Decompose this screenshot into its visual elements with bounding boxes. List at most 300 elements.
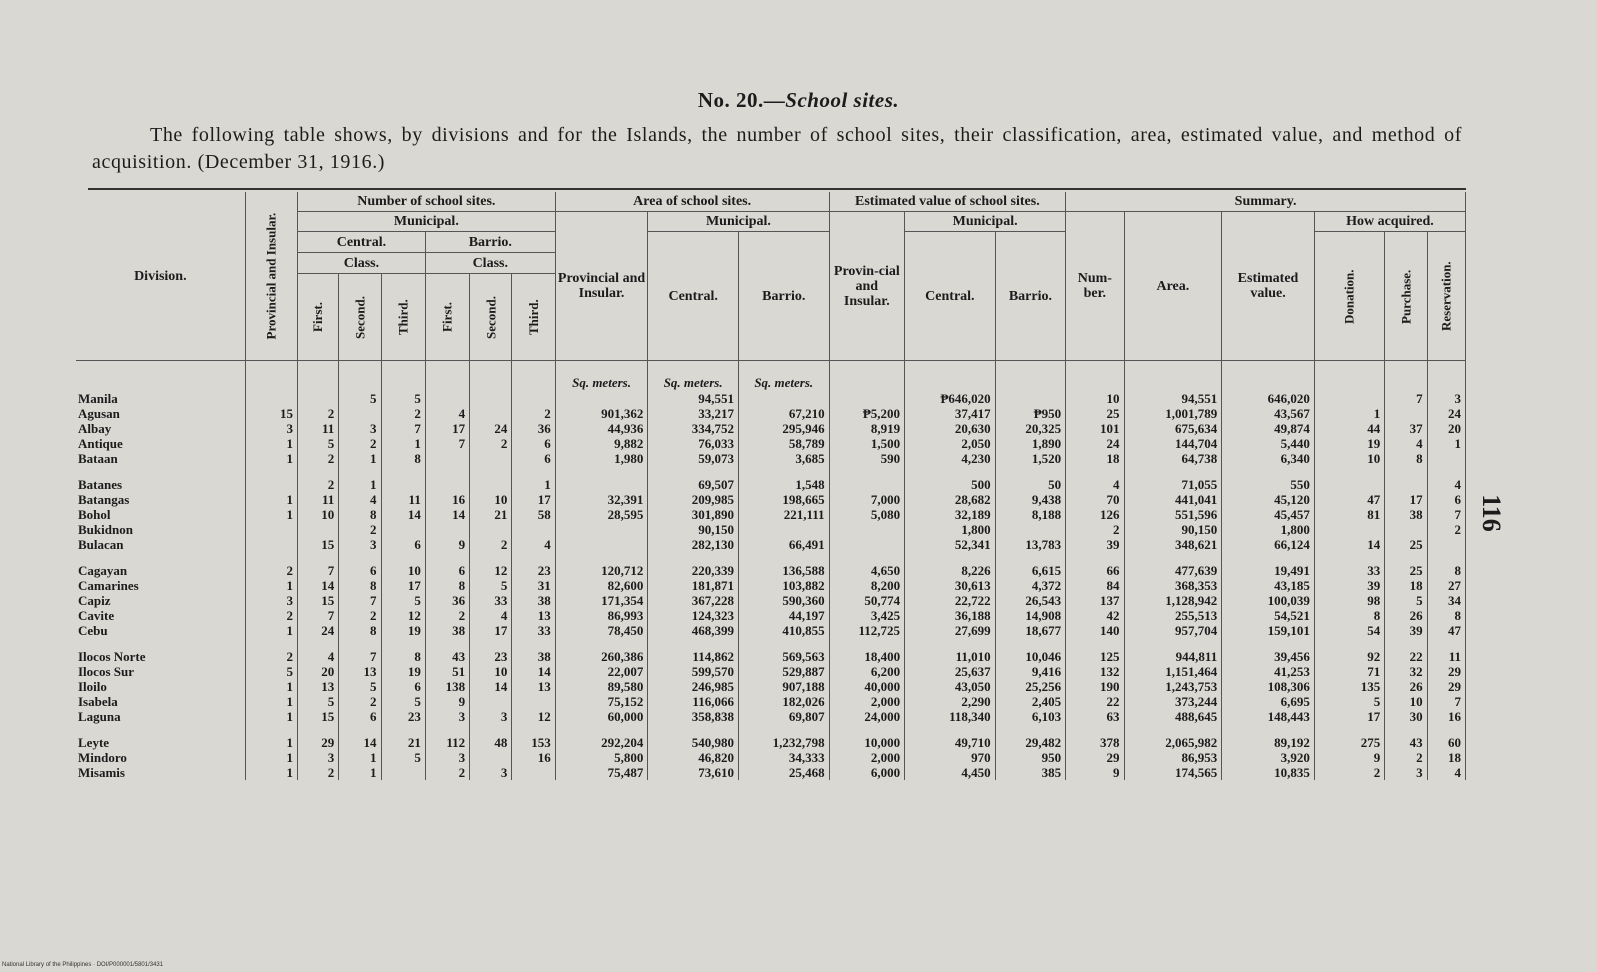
cell-value: 2 [297,451,338,466]
division-name: Capiz [76,593,245,608]
cell-value: 124,323 [648,608,739,623]
cell-value: 1,520 [995,451,1065,466]
cell-value: 4,450 [905,765,996,780]
cell-value: 8 [425,578,469,593]
cell-value: 116,066 [648,694,739,709]
cell-value: 10 [470,664,512,679]
cell-value: 94,551 [1124,391,1222,406]
cell-value: 43 [425,649,469,664]
cell-value: 120,712 [555,563,648,578]
cell-value [512,694,555,709]
cell-value: 18,677 [995,623,1065,638]
cell-value: 17 [1314,709,1384,724]
cell-value: 4 [1385,436,1427,451]
cell-value: 4 [1427,477,1465,492]
header-val-barrio: Barrio. [995,232,1065,361]
cell-value: 51 [425,664,469,679]
cell-value [738,391,829,406]
cell-value: 2 [381,406,425,421]
cell-value: 42 [1066,608,1124,623]
cell-value: 2,000 [829,750,905,765]
cell-value: 43 [1385,735,1427,750]
cell-value [425,451,469,466]
cell-value: 112 [425,735,469,750]
cell-value: 1,232,798 [738,735,829,750]
division-name: Cagayan [76,563,245,578]
cell-value: 13,783 [995,537,1065,552]
header-municipal-area: Municipal. [648,212,829,232]
cell-value: 39 [1385,623,1427,638]
header-val-prov: Provin-cial and Insular. [829,212,905,361]
cell-value: 5 [470,578,512,593]
table-title [0,88,1597,113]
cell-value [738,522,829,537]
cell-value: 190 [1066,679,1124,694]
cell-value: 19 [381,664,425,679]
cell-value: 45,120 [1222,492,1315,507]
header-area-prov: Provincial and Insular. [555,212,648,361]
cell-value [381,522,425,537]
cell-value [1385,477,1427,492]
header-central-third: Third. [381,274,425,361]
cell-value: 3 [470,765,512,780]
cell-value: 18 [1427,750,1465,765]
cell-value [555,477,648,492]
cell-value: 10 [297,507,338,522]
cell-value: 385 [995,765,1065,780]
cell-value: 2 [245,563,297,578]
table-row [76,451,1466,466]
cell-value: 48 [470,735,512,750]
division-name: Batangas [76,492,245,507]
cell-value [381,765,425,780]
cell-value: 47 [1427,623,1465,638]
cell-value [297,522,338,537]
cell-value: 22,007 [555,664,648,679]
cell-value: 5,080 [829,507,905,522]
header-division: Division. [76,192,245,361]
table-row [76,709,1466,724]
cell-value: 20 [1427,421,1465,436]
cell-value: 5 [1385,593,1427,608]
cell-value: 1 [245,765,297,780]
cell-value: 7 [297,563,338,578]
cell-value: 1,128,942 [1124,593,1222,608]
cell-value [339,406,381,421]
cell-value: 3,920 [1222,750,1315,765]
cell-value: 7 [425,436,469,451]
cell-value [245,537,297,552]
cell-value [470,451,512,466]
cell-value: 14 [297,578,338,593]
division-name: Laguna [76,709,245,724]
table-row [76,391,1466,406]
division-name: Manila [76,391,245,406]
cell-value: 348,621 [1124,537,1222,552]
cell-value: 66 [1066,563,1124,578]
cell-value: 5 [339,391,381,406]
cell-value: 144,704 [1124,436,1222,451]
cell-value: 30,613 [905,578,996,593]
cell-value: 23 [381,709,425,724]
cell-value: 23 [470,649,512,664]
cell-value: 2 [425,608,469,623]
cell-value: 86,953 [1124,750,1222,765]
division-name: Ilocos Sur [76,664,245,679]
cell-value: 5,440 [1222,436,1315,451]
cell-value: 69,507 [648,477,739,492]
cell-value: 1 [245,492,297,507]
cell-value [245,522,297,537]
cell-value [1314,522,1384,537]
cell-value: 43,050 [905,679,996,694]
cell-value: 20,630 [905,421,996,436]
cell-value: 7 [1427,694,1465,709]
cell-value: 66,124 [1222,537,1315,552]
cell-value [829,477,905,492]
cell-value: 114,862 [648,649,739,664]
cell-value: 7 [339,593,381,608]
division-name: Ilocos Norte [76,649,245,664]
cell-value [470,522,512,537]
cell-value: 2 [245,649,297,664]
cell-value: 75,152 [555,694,648,709]
cell-value: 6,200 [829,664,905,679]
top-rule [88,188,1466,190]
cell-value: 944,811 [1124,649,1222,664]
cell-value: 4 [1066,477,1124,492]
table-row [76,522,1466,537]
cell-value: 81 [1314,507,1384,522]
cell-value: 44,936 [555,421,648,436]
cell-value: 4,650 [829,563,905,578]
cell-value: 6 [1427,492,1465,507]
cell-value: 50 [995,477,1065,492]
cell-value: 34 [1427,593,1465,608]
cell-value: 11 [297,492,338,507]
cell-value: 5 [297,694,338,709]
cell-value: 3,425 [829,608,905,623]
cell-value: 410,855 [738,623,829,638]
cell-value: 1 [245,436,297,451]
cell-value: 33 [512,623,555,638]
cell-value: 14 [1314,537,1384,552]
header-municipal-num: Municipal. [297,212,555,232]
cell-value: 1,243,753 [1124,679,1222,694]
header-barrio-num: Barrio. [425,232,555,253]
cell-value: 540,980 [648,735,739,750]
table-row [76,578,1466,593]
cell-value: 11 [297,421,338,436]
cell-value: 37,417 [905,406,996,421]
header-estimated-value: Estimated value. [1222,212,1315,361]
cell-value: 275 [1314,735,1384,750]
cell-value: 27 [1427,578,1465,593]
header-area: Area. [1124,212,1222,361]
cell-value [297,391,338,406]
cell-value: 2 [339,608,381,623]
cell-value: 550 [1222,477,1315,492]
cell-value [1385,406,1427,421]
cell-value: 10 [470,492,512,507]
cell-value [1427,451,1465,466]
division-name: Agusan [76,406,245,421]
cell-value: 89,580 [555,679,648,694]
cell-value: 2,065,982 [1124,735,1222,750]
cell-value: 39 [1314,578,1384,593]
cell-value: 221,111 [738,507,829,522]
cell-value: 60,000 [555,709,648,724]
cell-value: 8 [1427,608,1465,623]
division-name: Misamis [76,765,245,780]
cell-value: 14 [425,507,469,522]
cell-value: 8 [1314,608,1384,623]
cell-value: 69,807 [738,709,829,724]
cell-value: 89,192 [1222,735,1315,750]
cell-value: 378 [1066,735,1124,750]
cell-value: 2 [1066,522,1124,537]
cell-value: 49,874 [1222,421,1315,436]
cell-value: 1,548 [738,477,829,492]
cell-value: 181,871 [648,578,739,593]
cell-value: 8,188 [995,507,1065,522]
cell-value [555,537,648,552]
cell-value: 468,399 [648,623,739,638]
cell-value: 2,000 [829,694,905,709]
cell-value: 246,985 [648,679,739,694]
cell-value: 8 [339,623,381,638]
cell-value: 36,188 [905,608,996,623]
cell-value: 18 [1066,451,1124,466]
cell-value: 125 [1066,649,1124,664]
cell-value: 295,946 [738,421,829,436]
header-area-sites: Area of school sites. [555,192,829,212]
cell-value: 27,699 [905,623,996,638]
cell-value: 18 [1385,578,1427,593]
cell-value: 301,890 [648,507,739,522]
cell-value: 1,890 [995,436,1065,451]
cell-value: 118,340 [905,709,996,724]
cell-value: 6 [381,679,425,694]
table-row [76,623,1466,638]
footer-credit: National Library of the Philippines · DOI/P000001/5801/3431 [2,962,164,968]
division-name: Antique [76,436,245,451]
cell-value: 15 [297,593,338,608]
cell-value: 31 [512,578,555,593]
cell-value: 82,600 [555,578,648,593]
cell-value: 6 [339,709,381,724]
cell-value [512,765,555,780]
intro-paragraph: The following table shows, by divisions and for the Islands, the number of school sites, their classification, area, estimated value, and method of acquisition. (December 31, 1916.) [92,124,1462,173]
cell-value: 100,039 [1222,593,1315,608]
cell-value: 10 [1314,451,1384,466]
group-gap [76,552,1466,563]
cell-value: 646,020 [1222,391,1315,406]
cell-value: 1,980 [555,451,648,466]
cell-value: ₱646,020 [905,391,996,406]
cell-value: 1 [381,436,425,451]
cell-value: 3 [245,593,297,608]
cell-value: 90,150 [1124,522,1222,537]
cell-value: 500 [905,477,996,492]
units-area-prov: Sq. meters. [555,361,648,392]
cell-value: 6,695 [1222,694,1315,709]
cell-value: 54,521 [1222,608,1315,623]
table-row [76,694,1466,709]
cell-value [829,391,905,406]
cell-value: 70 [1066,492,1124,507]
division-name: Isabela [76,694,245,709]
cell-value: 358,838 [648,709,739,724]
cell-value: 64,738 [1124,451,1222,466]
cell-value [995,391,1065,406]
cell-value [470,750,512,765]
cell-value: 675,634 [1124,421,1222,436]
cell-value: 9,416 [995,664,1065,679]
cell-value: 16 [425,492,469,507]
cell-value: 101 [1066,421,1124,436]
cell-value: 3 [1427,391,1465,406]
cell-value: 25 [1385,537,1427,552]
cell-value: 171,354 [555,593,648,608]
cell-value: 28,682 [905,492,996,507]
cell-value: 9,882 [555,436,648,451]
cell-value: 4 [470,608,512,623]
cell-value: 8 [381,451,425,466]
header-reservation: Reservation. [1427,232,1465,361]
cell-value: 2 [470,436,512,451]
cell-value: 1 [339,451,381,466]
cell-value: 22 [1385,649,1427,664]
cell-value: 8 [381,649,425,664]
cell-value: 3 [339,421,381,436]
cell-value: 5 [381,694,425,709]
cell-value: 4 [425,406,469,421]
cell-value: 9 [425,694,469,709]
cell-value: 7 [297,608,338,623]
cell-value: 4 [1427,765,1465,780]
cell-value: 22 [1066,694,1124,709]
cell-value: 60 [1427,735,1465,750]
header-area-barrio: Barrio. [738,232,829,361]
cell-value: 907,188 [738,679,829,694]
cell-value: 3 [1385,765,1427,780]
cell-value: 17 [470,623,512,638]
cell-value: 5 [1314,694,1384,709]
division-name: Bulacan [76,537,245,552]
header-class-central: Class. [297,253,425,274]
cell-value: 8,200 [829,578,905,593]
cell-value: 13 [339,664,381,679]
cell-value: 2 [425,765,469,780]
cell-value: 255,513 [1124,608,1222,623]
cell-value: 6,103 [995,709,1065,724]
header-central-num: Central. [297,232,425,253]
header-purchase: Purchase. [1385,232,1427,361]
cell-value: 3 [425,709,469,724]
cell-value: 950 [995,750,1065,765]
cell-value: 1 [1427,436,1465,451]
cell-value: 32,391 [555,492,648,507]
cell-value [245,391,297,406]
cell-value: 73,610 [648,765,739,780]
cell-value: 26 [1385,608,1427,623]
cell-value: 1 [339,765,381,780]
cell-value: 29 [297,735,338,750]
cell-value: 2 [297,406,338,421]
cell-value: 39 [1066,537,1124,552]
cell-value: 15 [297,537,338,552]
table-row [76,608,1466,623]
header-how-acquired: How acquired. [1314,212,1465,232]
cell-value: 1 [1314,406,1384,421]
cell-value: 599,570 [648,664,739,679]
cell-value: 1,151,464 [1124,664,1222,679]
cell-value: 5,800 [555,750,648,765]
division-name: Bukidnon [76,522,245,537]
cell-value: 9 [425,537,469,552]
cell-value: 66,491 [738,537,829,552]
cell-value: 5 [381,593,425,608]
cell-value: 26,543 [995,593,1065,608]
cell-value: 292,204 [555,735,648,750]
division-name: Bataan [76,451,245,466]
division-name: Cavite [76,608,245,623]
cell-value: 569,563 [738,649,829,664]
cell-value: 43,185 [1222,578,1315,593]
cell-value: 8 [339,578,381,593]
division-name: Mindoro [76,750,245,765]
table-row [76,421,1466,436]
cell-value: 260,386 [555,649,648,664]
cell-value: 20 [297,664,338,679]
cell-value: 38 [425,623,469,638]
cell-value: 8 [1385,451,1427,466]
cell-value: 33 [1314,563,1384,578]
cell-value: 7 [1385,391,1427,406]
cell-value: 2 [470,537,512,552]
cell-value: 10,046 [995,649,1065,664]
cell-value: 10 [381,563,425,578]
units-area-barrio: Sq. meters. [738,361,829,392]
table-row [76,593,1466,608]
cell-value: 24 [470,421,512,436]
cell-value: 477,639 [1124,563,1222,578]
cell-value: 590 [829,451,905,466]
cell-value: 2 [512,406,555,421]
cell-value: 16 [1427,709,1465,724]
cell-value: 58 [512,507,555,522]
cell-value: 529,887 [738,664,829,679]
cell-value [425,522,469,537]
cell-value: 30 [1385,709,1427,724]
cell-value: 25,637 [905,664,996,679]
cell-value: 21 [470,507,512,522]
cell-value [995,522,1065,537]
cell-value: 25 [1066,406,1124,421]
cell-value: 24,000 [829,709,905,724]
cell-value: 6 [512,451,555,466]
cell-value: 9,438 [995,492,1065,507]
cell-value [1427,537,1465,552]
cell-value: 5 [245,664,297,679]
cell-value: 1,800 [905,522,996,537]
cell-value: 1 [245,507,297,522]
cell-value: 84 [1066,578,1124,593]
cell-value: 11 [381,492,425,507]
cell-value: 11 [1427,649,1465,664]
cell-value: 1 [245,709,297,724]
